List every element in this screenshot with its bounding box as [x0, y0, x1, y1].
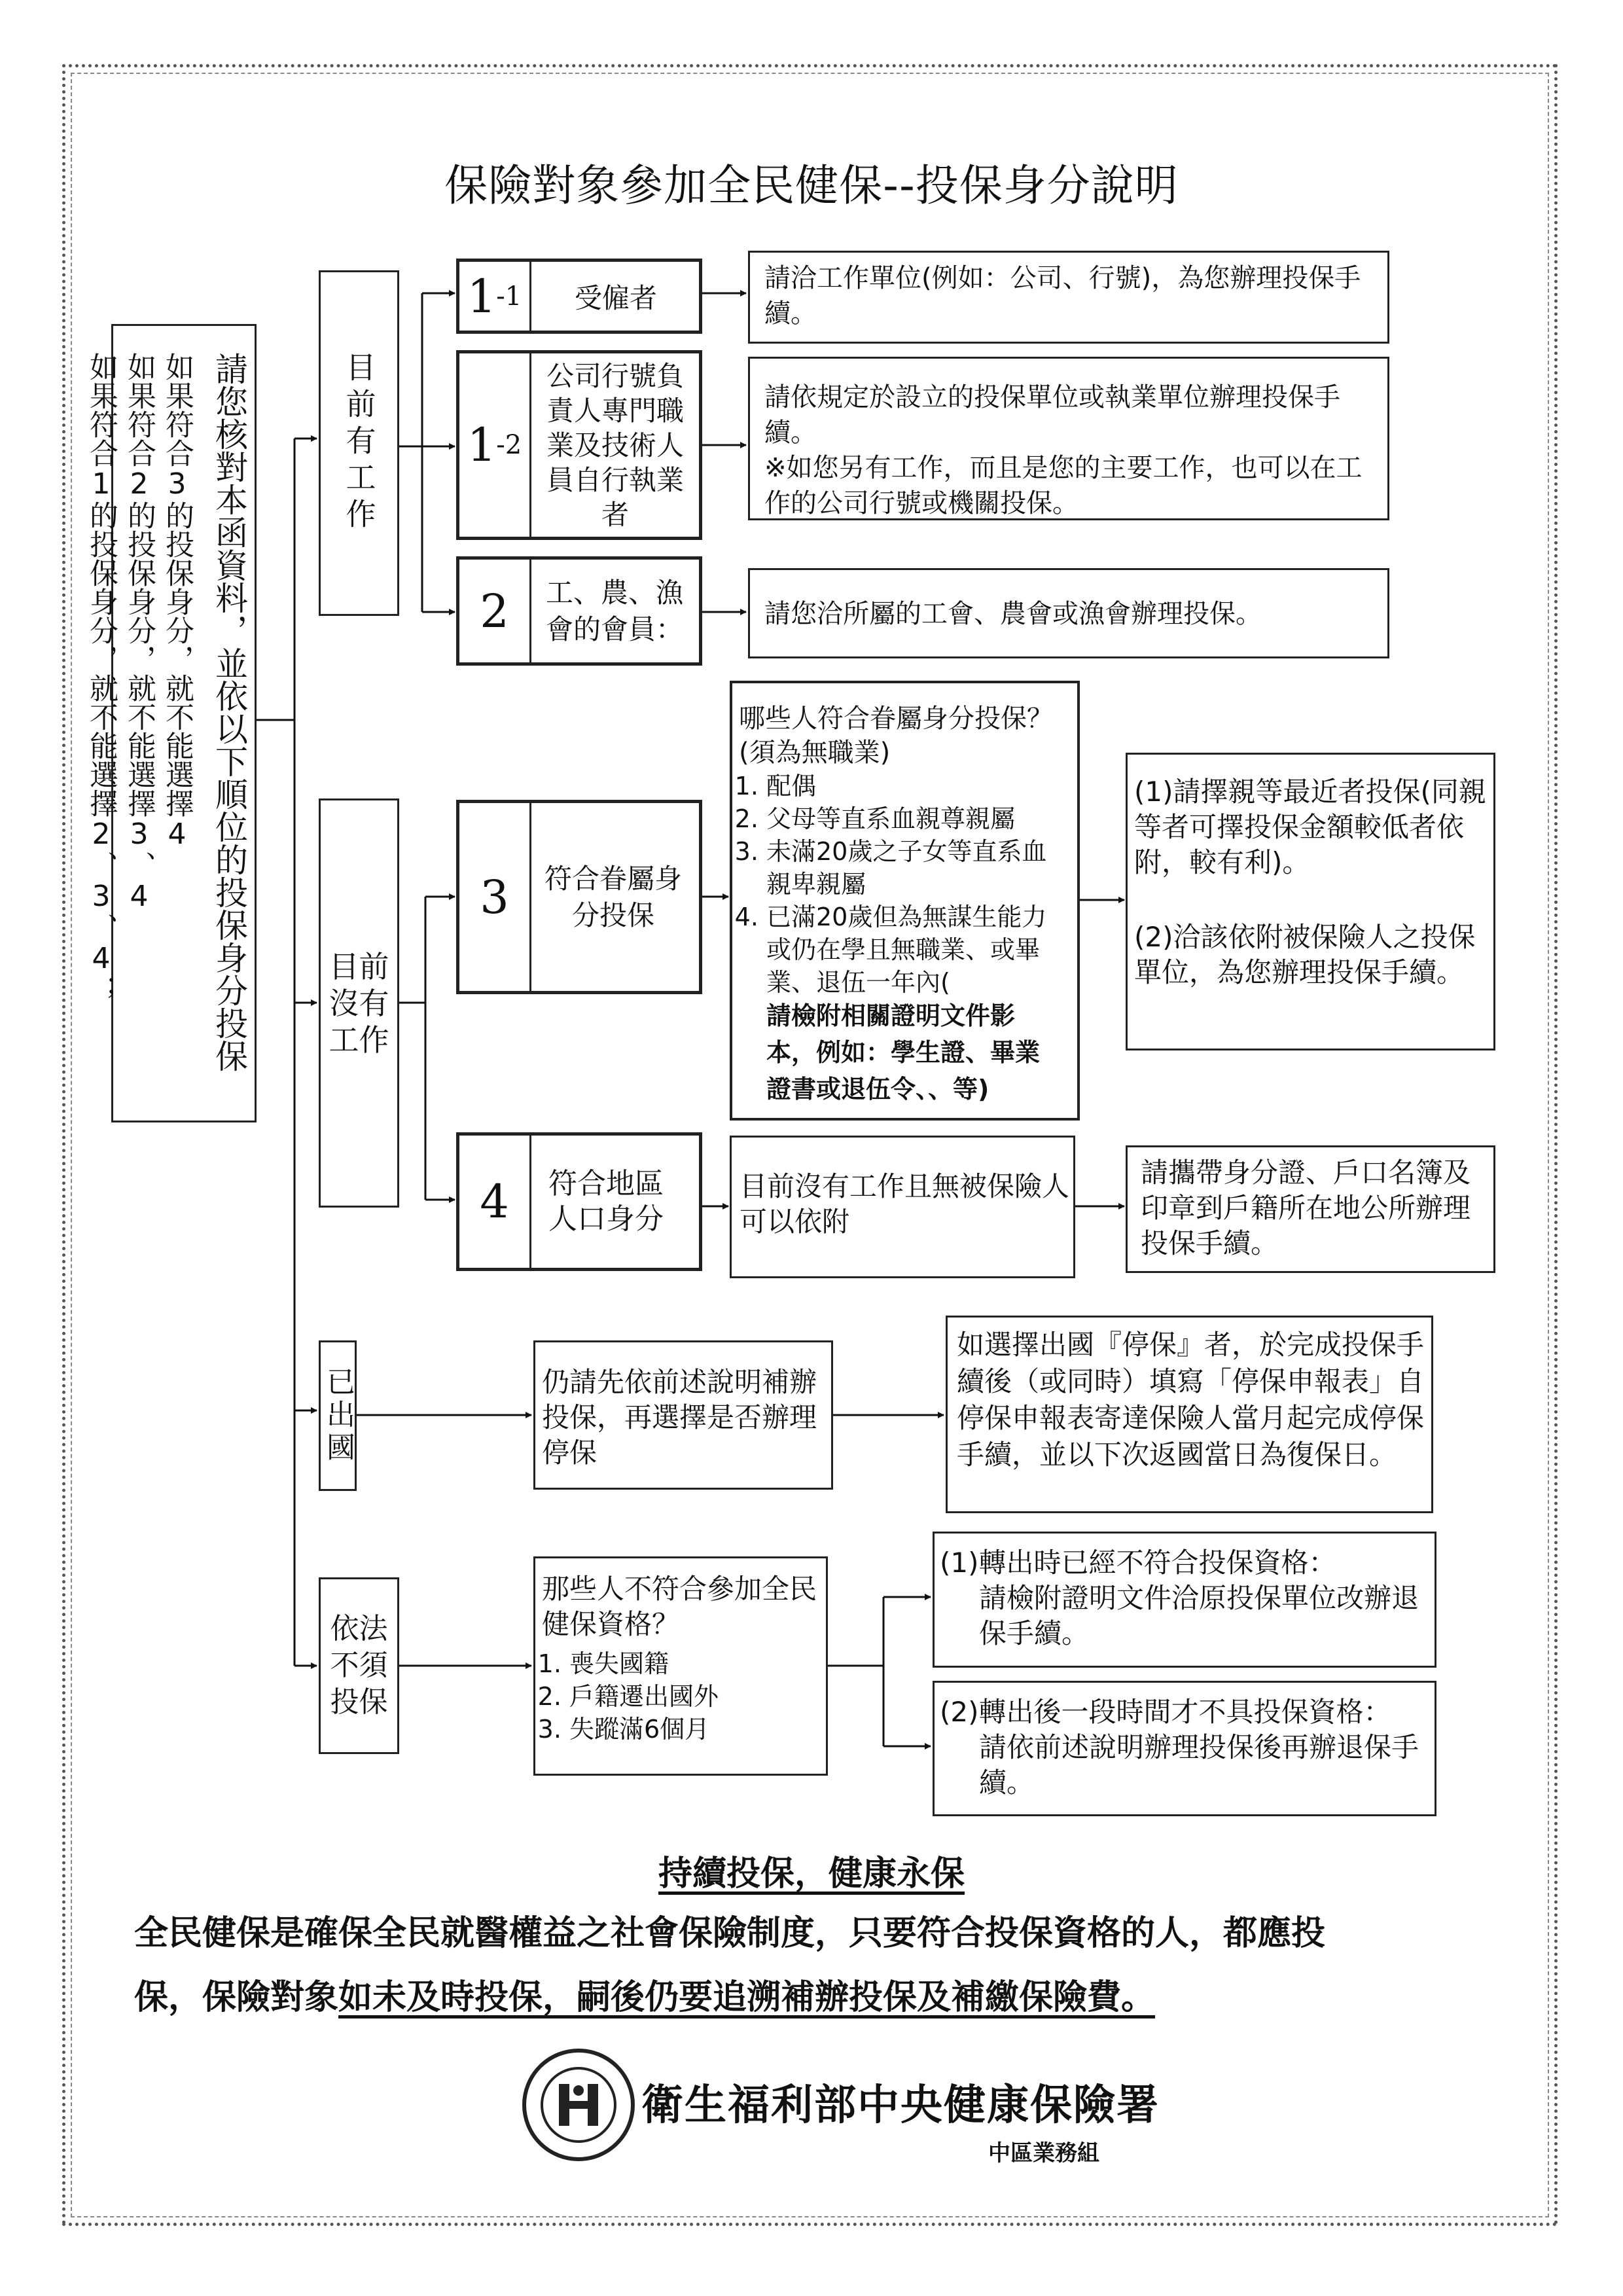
item-1-2-desc: 請依規定於設立的投保單位或執業單位辦理投保手續。 [764, 382, 1340, 448]
dependents-heading: 哪些人符合眷屬身分投保？(須為無職業) [739, 704, 1053, 768]
item-3-number: 3 [459, 803, 531, 991]
item-1-1 [456, 259, 702, 334]
dependents-advice-2: (2)洽該依附被保險人之投保單位，為您辦理投保手續。 [1134, 921, 1476, 988]
item-1-2-note: ※如您另有工作，而且是您的主要工作，也可以在工作的公司行號或機關投保。 [764, 453, 1363, 518]
item-4-label: 符合地區人口身分 [548, 1167, 664, 1236]
exempt-case-1-box [933, 1532, 1436, 1668]
dependents-list [732, 770, 1063, 999]
intro-rule: 如果符合1的投保身分，就不能選擇2、3、4； [84, 352, 118, 1004]
intro-rule: 如果符合2的投保身分，就不能選擇3、4 [122, 352, 156, 913]
exempt-case-2-title: (2)轉出後一段時間才不具投保資格： [940, 1696, 1391, 1728]
intro-rules [82, 352, 196, 1004]
item-1-1-desc: 請洽工作單位(例如：公司、行號)，為您辦理投保手續。 [764, 263, 1361, 329]
department-name: 中區業務組 [988, 2140, 1099, 2166]
dependents-box [730, 681, 1080, 1121]
footer-statement [134, 1901, 1495, 2030]
item-2 [456, 556, 702, 666]
intro-box [84, 324, 257, 1122]
item-3-label: 符合眷屬身分投保 [544, 862, 682, 931]
intro-main: 請您核對本函資料，並依以下順位的投保身分投保 [210, 352, 248, 1072]
list-item: 1. 配偶 [766, 770, 1063, 802]
category-not-working: 目前沒有工作 [319, 798, 399, 1208]
item-2-label: 工、農、漁會的會員： [545, 576, 683, 645]
exempt-case-2-body: 請依前述說明辦理投保後再辦退保手續。 [979, 1731, 1419, 1799]
dependents-note: 請檢附相關證明文件影本，例如：學生證、畢業證書或退伍令、、等) [766, 1001, 1041, 1103]
exempt-case-1-title: (1)轉出時已經不符合投保資格： [940, 1547, 1336, 1579]
page-title: 保險對象參加全民健保--投保身分說明 [444, 160, 1179, 211]
abroad-desc-box [946, 1316, 1433, 1513]
abroad-desc: 如選擇出國『停保』者，於完成投保手續後（或同時）填寫「停保申報表」自停保申報表寄達保險人當月起完成停保手續，並以下次返國當日為復保日。 [957, 1329, 1425, 1471]
footer-line-2-start: 保，保險對象 [134, 1977, 339, 2017]
nhi-logo-icon [522, 2049, 635, 2161]
footer-line-2 [134, 1965, 1495, 2030]
slogan: 持續投保，健康永保 [658, 1854, 965, 1893]
item-4-mid-box [730, 1136, 1075, 1278]
exempt-list [535, 1647, 810, 1746]
item-1-1-desc-box [748, 251, 1389, 344]
list-item: 3. 未滿20歲之子女等直系血親卑親屬 [766, 835, 1063, 901]
list-item: 3. 失蹤滿6個月 [569, 1713, 810, 1746]
exempt-case-2-box [933, 1681, 1436, 1816]
category-abroad: 已出國 [319, 1340, 357, 1491]
item-4-number: 4 [459, 1136, 531, 1268]
footer-line-2-emphasis: 如未及時投保，嗣後仍要追溯補辦投保及補繳保險費。 [338, 1977, 1156, 2017]
item-1-1-number: 1 -1 [459, 262, 531, 331]
item-1-2-desc-box [748, 357, 1389, 520]
item-4-mid: 目前沒有工作且無被保險人可以依附 [740, 1170, 1070, 1238]
abroad-mid: 仍請先依前述說明補辦投保，再選擇是否辦理停保 [542, 1366, 817, 1469]
intro-rule: 如果符合3的投保身分，就不能選擇4 [160, 352, 194, 851]
item-3 [456, 800, 702, 994]
organization-name: 衛生福利部中央健康保險署 [641, 2081, 1160, 2130]
list-item: 2. 戶籍遷出國外 [569, 1680, 810, 1713]
item-4-desc-box [1126, 1145, 1495, 1273]
item-4 [456, 1132, 702, 1271]
item-2-desc: 請您洽所屬的工會、農會或漁會辦理投保。 [764, 599, 1262, 629]
abroad-mid-box [533, 1340, 833, 1490]
exempt-case-1-body: 請檢附證明文件洽原投保單位改辦退保手續。 [979, 1582, 1419, 1649]
list-item: 2. 父母等直系血親尊親屬 [766, 802, 1063, 835]
list-item: 1. 喪失國籍 [569, 1647, 810, 1680]
footer-line-1: 全民健保是確保全民就醫權益之社會保險制度，只要符合投保資格的人，都應投 [134, 1913, 1326, 1953]
item-4-desc: 請攜帶身分證、戶口名簿及印章到戶籍所在地公所辦理投保手續。 [1141, 1157, 1471, 1259]
item-1-2-label: 公司行號負責人專門職業及技術人員自行執業者 [546, 359, 684, 531]
exempt-box [533, 1556, 828, 1776]
dependents-advice-box [1126, 753, 1495, 1050]
dependents-advice-1: (1)請擇親等最近者投保(同親等者可擇投保金額較低者依附，較有利)。 [1134, 776, 1486, 878]
item-1-2-number: 1 -2 [459, 353, 531, 537]
item-2-desc-box [748, 568, 1389, 658]
exempt-heading: 那些人不符合參加全民健保資格？ [542, 1573, 817, 1640]
category-exempt: 依法不須投保 [319, 1577, 399, 1754]
item-1-1-label: 受僱者 [574, 281, 657, 314]
category-working: 目前有工作 [319, 270, 399, 616]
item-1-2 [456, 350, 702, 540]
list-item: 4. 已滿20歲但為無謀生能力或仍在學且無職業、或畢業、退伍一年內( [766, 901, 1063, 999]
item-2-number: 2 [459, 560, 531, 662]
